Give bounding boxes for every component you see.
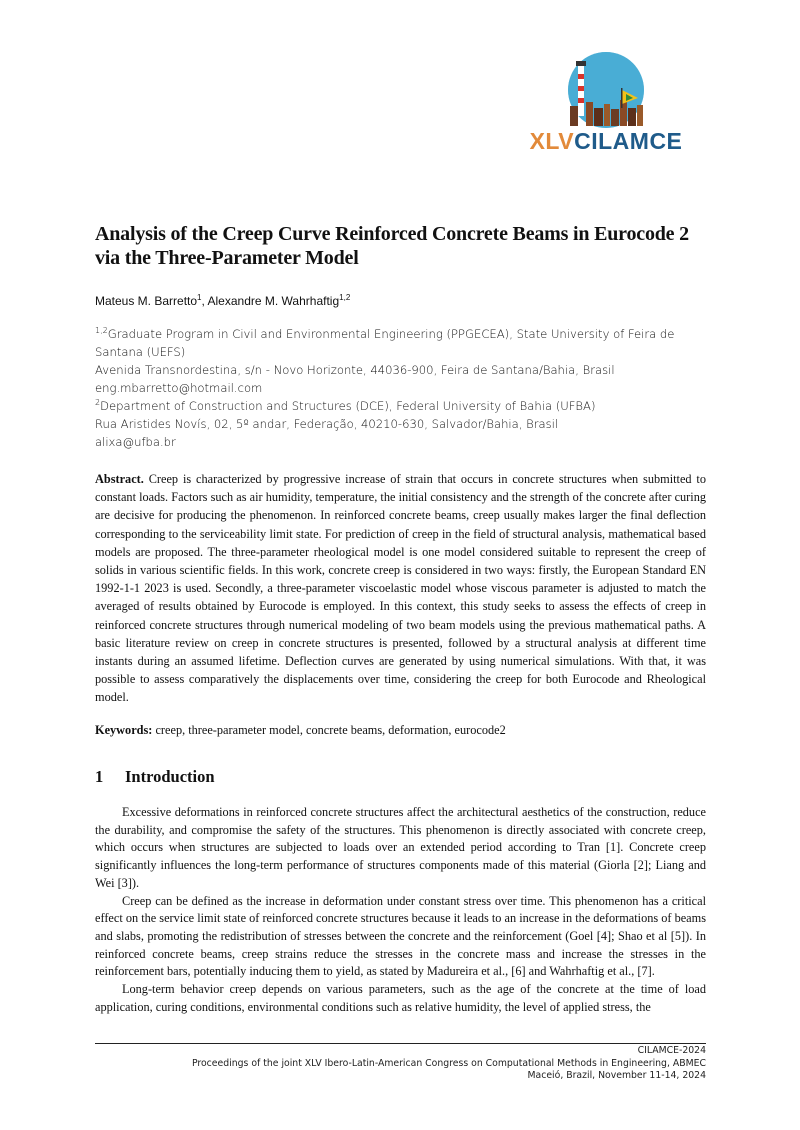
author-name: Mateus M. Barretto: [95, 294, 198, 308]
section-number: 1: [95, 767, 104, 786]
paper-title: Analysis of the Creep Curve Reinforced Concrete Beams in Eurocode 2 via the Three-Parameter Model: [95, 223, 689, 269]
affiliation-1-email: eng.mbarretto@hotmail.com: [95, 381, 263, 395]
author-affiliation-marker: 1,2: [339, 293, 351, 302]
footer-conference: CILAMCE-2024: [637, 1045, 706, 1056]
abstract-text: Creep is characterized by progressive increase of strain that occurs in concrete structures when submitted to constant loads. Factors such as air humidity, temperature, the initial consistency and the strength of the concrete after curing are decisive for producing the phenomenon. In reinforced concrete beams, creep usually makes larger the final deflection corresponding to the serviceability limit state. For prediction of creep in the field of structural analysis, mathematical based models are proposed. The three-parameter rheological model is one model considered suitable to represent the creep of solids in various scientific fields. In this work, concrete creep is considered in two ways: firstly, the European Standard EN 1992-1-1 2023 is used. Secondly, a three-parameter viscoelastic model whose viscous parameter is adjusted to match the averaged of results obtained by Eurocode is employed. In this context, this study seeks to assess the effects of creep in reinforced concrete structures through numerical modeling of two beam models using the previous mathematical paths. A basic literature review on creep in concrete structures is presented, followed by a structural analysis at different time instants during an assumed lifetime. Deflection curves are generated by using numerical simulations. With that, it was possible to assess comparatively the displacements over time, considering the creep for both Eurocode and Rheological model.: [95, 472, 706, 705]
affiliation-2-address: Rua Aristides Novís, 02, 5º andar, Federação, 40210-630, Salvador/Bahia, Brasil: [95, 417, 559, 431]
abstract: [95, 470, 706, 707]
author-list: Mateus M. Barretto$^1$, Alexandre M. Wahrhaftig$^{1,2}$: [95, 293, 351, 308]
page-footer: [192, 1045, 706, 1083]
affiliations: [95, 325, 707, 451]
section-heading: [95, 767, 215, 787]
keywords: [95, 723, 506, 738]
logo-wordmark: XLVCILAMCE: [529, 128, 683, 154]
paragraph: Creep can be defined as the increase in deformation under constant stress over time. This phenomenon has a critical effect on the service limit state of reinforced concrete structures because it leads to an increase in the deformations of beams and slabs, promoting the redistribution of stresses between the concrete and the reinforcement (Goel [4]; Shao et al [5]). In reinforced concrete beams, creep strains reduce the stresses in the concrete mass and increase the stresses in the reinforcement bars, potentially inducing them to yield, as stated by Madureira et al., [6] and Wahrhaftig et al., [7].: [95, 893, 706, 979]
affiliation-1-address: Avenida Transnordestina, s/n - Novo Horizonte, 44036-900, Feira de Santana/Bahia, Brasil: [95, 363, 615, 377]
footer-location-date: Maceió, Brazil, November 11-14, 2024: [527, 1070, 706, 1081]
keywords-text: creep, three-parameter model, concrete beams, deformation, eurocode2: [155, 723, 506, 737]
footer-proceedings: Proceedings of the joint XLV Ibero-Latin-American Congress on Computational Methods in Engineering, ABMEC: [191, 1057, 706, 1069]
affiliation-2-email: alixa@ufba.br: [95, 435, 176, 449]
footer-divider: [95, 1043, 706, 1044]
conference-logo: [520, 48, 692, 156]
affiliation-2: $^2$Department of Construction and Structures (DCE), Federal University of Bahia (UFBA): [95, 398, 596, 413]
introduction-body: [95, 804, 706, 1016]
abstract-label: Abstract.: [95, 472, 144, 486]
paragraph: Long-term behavior creep depends on various parameters, such as the age of the concrete at the time of load application, curing conditions, environmental conditions such as relative humidity, the level of applied stress, the: [95, 982, 706, 1014]
affiliation-1: $^{1,2}$Graduate Program in Civil and Environmental Engineering (PPGECEA), State University of Feira de Santana (UEFS): [95, 326, 675, 359]
author-affiliation-marker: 1: [197, 293, 202, 302]
section-title: Introduction: [125, 767, 215, 786]
paragraph: Excessive deformations in reinforced concrete structures affect the architectural aesthetics of the construction, reduce the durability, and compromise the safety of the structures. This phenomenon is directly associated with concrete creep, which occurs when structures are subjected to loads over an extended period according to Tran [1]. Concrete creep significantly influences the long-term performance of structures components made of this material (Giorla [2]; Liang and Wei [3]).: [95, 805, 706, 890]
logo-graphic-icon: [520, 48, 692, 128]
keywords-label: Keywords:: [95, 723, 153, 737]
author-name: Alexandre M. Wahrhaftig: [207, 294, 340, 308]
